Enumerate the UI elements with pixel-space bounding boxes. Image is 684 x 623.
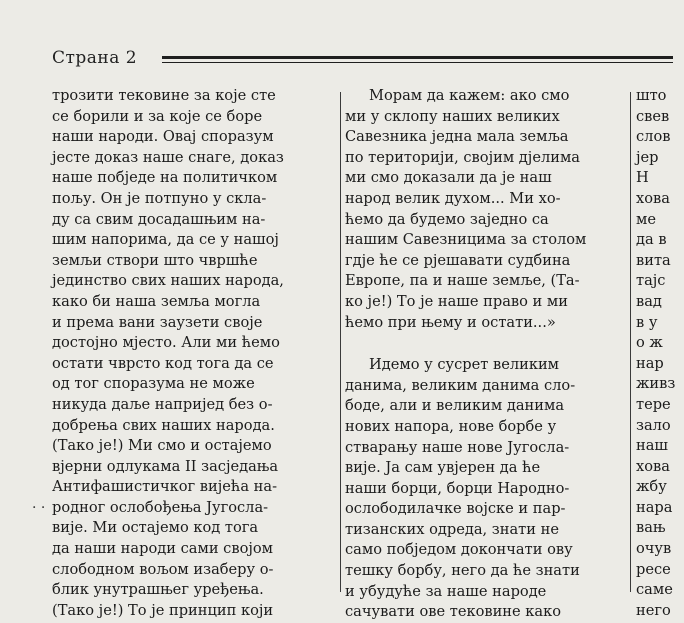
text-line: јесте доказ наше снаге, доказ — [52, 148, 284, 166]
text-line: никуда даље напријед без о- — [52, 395, 273, 413]
text-line: пољу. Он је потпуно у скла- — [52, 189, 267, 207]
text-line: Н — [636, 169, 649, 187]
column-2-paragraph-2 — [345, 355, 625, 623]
text-line: в у — [636, 313, 658, 331]
text-line: ослободилачке војске и пар- — [345, 500, 566, 518]
text-line: боде, али и великим данима — [345, 397, 565, 415]
paragraph-gap — [345, 333, 625, 355]
text-line: очув — [636, 540, 672, 558]
text-line: вјерни одлукама II засједања — [52, 457, 279, 475]
text-line: вад — [636, 292, 662, 310]
text-line: наше побједе на политичком — [52, 169, 278, 187]
text-line: земљи створи што чвршће — [52, 251, 258, 269]
text-line: нара — [636, 498, 673, 516]
text-line: народ велик духом... Ми хо- — [345, 189, 561, 207]
text-line: саме — [636, 581, 673, 599]
article-column-3-cropped — [636, 86, 684, 619]
text-line: јединство свих наших народа, — [52, 272, 284, 290]
column-2-paragraph-1 — [345, 86, 625, 333]
text-line: јер — [636, 148, 659, 166]
text-line: тајс — [636, 272, 666, 290]
column-divider-1 — [340, 92, 341, 592]
text-line: тизанских одреда, знати не — [345, 520, 559, 538]
text-line: од тог споразума не може — [52, 375, 255, 393]
text-line: само побједом докончати ову — [345, 541, 573, 559]
text-line: сачувати ове тековине како — [345, 603, 562, 621]
text-line: трозити тековине за које сте — [52, 87, 276, 104]
text-line: вањ — [636, 519, 666, 537]
text-line: ћемо при њему и остати...» — [345, 313, 556, 331]
text-line: достојно мјесто. Али ми ћемо — [52, 334, 280, 352]
text-line: живз — [636, 375, 676, 393]
text-line: наши борци, борци Народно- — [345, 479, 570, 497]
text-line: гдје ће се рјешавати судбина — [345, 251, 571, 269]
text-line: Европе, па и наше земље, (Та- — [345, 272, 580, 290]
header-rule-thin — [162, 62, 673, 63]
text-line: ми у склопу наших великих — [345, 107, 560, 125]
text-line: нар — [636, 354, 664, 372]
text-line: (Тако је!) Ми смо и остајемо — [52, 437, 272, 455]
text-line: вије. Ми остајемо код тога — [52, 519, 259, 537]
text-line: ми смо доказали да је наш — [345, 169, 552, 187]
text-line: да в — [636, 231, 667, 249]
text-line: (Тако је!) То је принцип који — [52, 601, 274, 619]
text-line: Морам да кажем: ако смо — [369, 87, 570, 104]
text-line: по територији, својим дјелима — [345, 148, 581, 166]
text-line: нових напора, нове борбе у — [345, 417, 557, 435]
text-line: и убудуће за наше народе — [345, 582, 547, 600]
text-line: хова — [636, 457, 670, 475]
text-line: ме — [636, 210, 656, 228]
text-line: зало — [636, 416, 671, 434]
text-line: слободном вољом изаберу о- — [52, 560, 274, 578]
text-line: наши народи. Овај споразум — [52, 128, 274, 146]
text-line: ћемо да будемо заједно са — [345, 210, 549, 228]
text-line: нашим Савезницима за столом — [345, 231, 587, 249]
text-line: о ж — [636, 334, 663, 352]
text-line: жбу — [636, 478, 667, 496]
text-line: тешку борбу, него да ће знати — [345, 562, 580, 580]
text-line: тере — [636, 395, 671, 413]
page-number-label: Страна 2 — [52, 48, 138, 68]
text-line: Антифашистичког вијећа на- — [52, 478, 278, 496]
text-line: како би наша земља могла — [52, 292, 261, 310]
text-line: и према вани заузети своје — [52, 313, 263, 331]
text-line: данима, великим данима сло- — [345, 376, 576, 394]
text-line: слов — [636, 128, 671, 146]
text-line: родног ослобођења Југосла- — [52, 498, 269, 516]
text-line: се борили и за које се боре — [52, 107, 263, 125]
text-line: ко је!) То је наше право и ми — [345, 292, 568, 310]
text-line: што — [636, 87, 667, 104]
text-line: наш — [636, 437, 668, 455]
text-line: шим напорима, да се у нашој — [52, 231, 279, 249]
text-line: остати чврсто код тога да се — [52, 354, 274, 372]
text-line: ресе — [636, 560, 671, 578]
text-line: хова — [636, 189, 670, 207]
text-line: ду са свим досадашњим на- — [52, 210, 266, 228]
text-line: вита — [636, 251, 671, 269]
text-line: Савезника једна мала земља — [345, 128, 569, 146]
text-line: него — [636, 601, 671, 619]
article-column-2 — [345, 86, 625, 621]
text-line: да наши народи сами својом — [52, 540, 274, 558]
text-line: вије. Ја сам увјерен да ће — [345, 459, 541, 477]
text-line: добрења свих наших народа. — [52, 416, 275, 434]
text-line: свев — [636, 107, 670, 125]
header-rule-thick — [162, 56, 673, 59]
text-line: стварању наше нове Југосла- — [345, 438, 570, 456]
scan-specks: · · — [32, 500, 46, 516]
text-line: Идемо у сусрет великим — [369, 356, 560, 374]
article-column-1 — [52, 86, 336, 619]
column-divider-2 — [630, 92, 631, 592]
text-line: блик унутрашњег уређења. — [52, 581, 264, 599]
page-header — [0, 44, 673, 74]
